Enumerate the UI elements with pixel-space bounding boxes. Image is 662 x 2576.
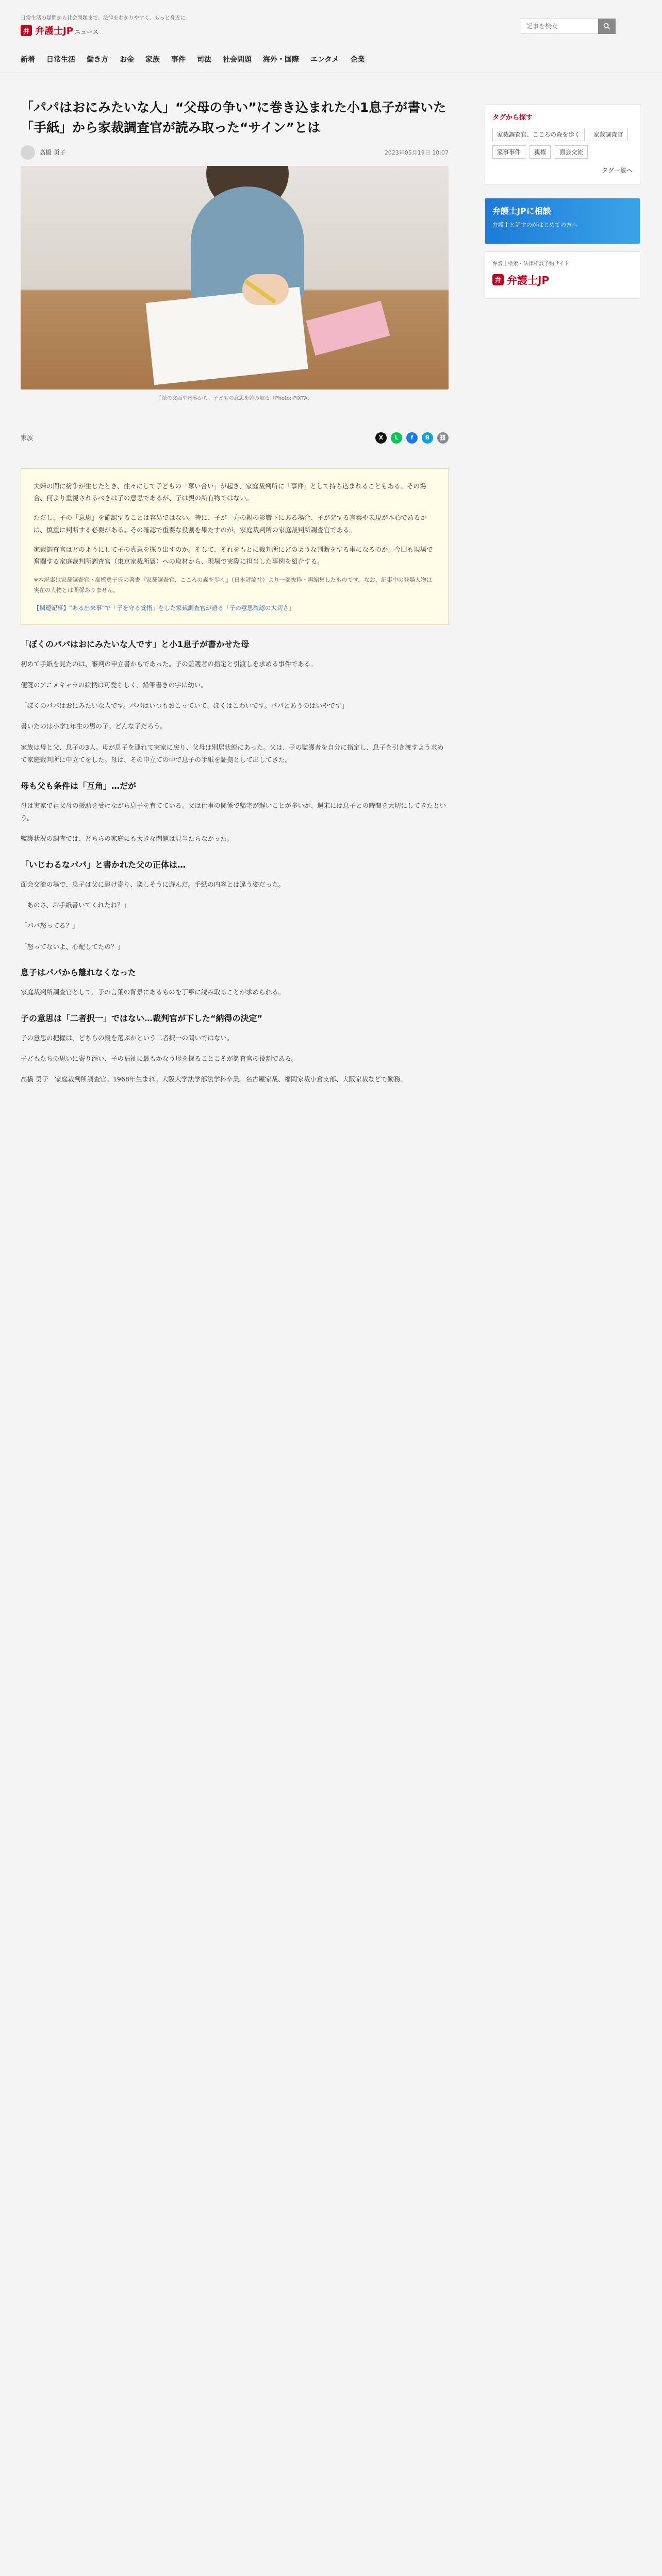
body-para: 母は実家で祖父母の援助を受けながら息子を育てている。父は仕事の関係で帰宅が遅いことが多いが、週末には息子との時間を大切にしてきたという。 bbox=[21, 801, 446, 822]
tag-box bbox=[485, 104, 640, 184]
nav-item[interactable]: 新着 bbox=[21, 55, 35, 64]
author-name: 高橋 勇子 bbox=[39, 149, 66, 156]
publish-date: 2023年05月19日 10:07 bbox=[384, 149, 449, 156]
page-body bbox=[0, 73, 662, 1086]
tag-item[interactable]: 家裁調査官 bbox=[589, 128, 628, 141]
summary-para: 家裁調査官はどのようにして子の真意を探り出すのか。そして、それをもとに裁判所にどのような判断をする事になるのか。今回も現場で奮闘する家庭裁判所調査官（東京家裁所属）への取材から、現場で実際に担当した事例を紹介する。 bbox=[34, 545, 433, 566]
tag-list bbox=[492, 128, 633, 159]
tag-heading: タグから探す bbox=[492, 114, 533, 122]
category-link[interactable]: 家族 bbox=[21, 434, 34, 442]
summary-box bbox=[21, 468, 449, 625]
body-para: 子どもたちの思いに寄り添い、子の福祉に最もかなう形を探ることこそが調査官の役割である。 bbox=[21, 1054, 298, 1062]
line-icon[interactable]: L bbox=[391, 432, 402, 444]
article-byline bbox=[21, 145, 449, 160]
body-para: 便箋のアニメキャラの絵柄は可愛らしく、鉛筆書きの字は幼い。 bbox=[21, 681, 207, 689]
search-button[interactable] bbox=[598, 19, 616, 34]
banner-title: 弁護士JPに相談 bbox=[492, 206, 551, 216]
nav-item[interactable]: 海外・国際 bbox=[263, 55, 299, 64]
author-bio: 高橋 勇子 家庭裁判所調査官。1968年生まれ。大阪大学法学部法学科卒業。名古屋家裁、福岡家裁小倉支部、大阪家裁などで勤務。 bbox=[21, 1075, 407, 1083]
body-para: 「パパ怒ってる？」 bbox=[21, 922, 79, 930]
body-para: 初めて手紙を見たのは、審判の申立書からであった。子の監護者の指定と引渡しを求める事件である。 bbox=[21, 660, 317, 668]
body-para: 監護状況の調査では、どちらの家庭にも大きな問題は見当たらなかった。 bbox=[21, 835, 234, 843]
banner-logo bbox=[492, 272, 633, 287]
tag-item[interactable]: 面会交流 bbox=[555, 145, 588, 159]
author-link[interactable] bbox=[21, 145, 66, 160]
category-nav bbox=[0, 45, 662, 73]
logo-mark-icon: 弁 bbox=[21, 25, 32, 36]
nav-item[interactable]: 司法 bbox=[197, 55, 211, 64]
hatena-icon[interactable]: B bbox=[422, 432, 433, 444]
sidebar bbox=[485, 73, 640, 1086]
article-body bbox=[21, 638, 449, 1086]
nav-item[interactable]: 日常生活 bbox=[46, 55, 75, 64]
search-input[interactable] bbox=[521, 19, 598, 34]
tag-item[interactable]: 家裁調査官、こころの森を歩く bbox=[492, 128, 585, 141]
section-heading: 「ぼくのパパはおにみたいな人です」と小1息子が書かせた母 bbox=[21, 639, 250, 650]
section-heading: 息子はパパから離れなくなった bbox=[21, 968, 137, 978]
photo-pink-paper bbox=[306, 300, 390, 355]
search-icon bbox=[603, 23, 610, 30]
nav-item[interactable]: エンタメ bbox=[310, 55, 339, 64]
share-buttons bbox=[375, 432, 449, 444]
site-header bbox=[0, 0, 662, 45]
search-bar bbox=[521, 19, 616, 34]
nav-item[interactable]: お金 bbox=[120, 55, 134, 64]
nav-item[interactable]: 事件 bbox=[171, 55, 186, 64]
logo-mark-icon: 弁 bbox=[492, 274, 504, 285]
banner-sub: 弁護士と話すのがはじめての方へ bbox=[492, 222, 577, 228]
source-note: ※本記事は家裁調査官・高橋勇子氏の著書『家裁調査官、こころの森を歩く』（日本評論社）より一部抜粋・再編集したものです。なお、記事中の登場人物は実在の人物とは関係ありません。 bbox=[34, 577, 432, 594]
nav-item[interactable]: 家族 bbox=[145, 55, 160, 64]
tag-item[interactable]: 家事事件 bbox=[492, 145, 525, 159]
section-heading: 子の意思は「二者択一」ではない…裁判官が下した“納得の決定” bbox=[21, 1013, 263, 1023]
nav-item[interactable]: 企業 bbox=[350, 55, 365, 64]
avatar bbox=[21, 145, 35, 160]
article-title: 「パパはおにみたいな人」“父母の争い”に巻き込まれた小1息子が書いた「手紙」から家裁調査官が読み取った“サイン”とは bbox=[21, 100, 446, 135]
logo-text: 弁護士JP ニュース bbox=[35, 26, 99, 37]
tag-list-link[interactable]: タグ一覧へ bbox=[601, 167, 633, 174]
nav-item[interactable]: 働き方 bbox=[87, 55, 108, 64]
x-icon[interactable]: X bbox=[375, 432, 387, 444]
lawyer-search-banner[interactable] bbox=[485, 251, 640, 299]
related-link[interactable]: 【関連記事】“ある出来事”で「子を守る覚悟」をした家裁調査官が語る「子の意思確認の大切さ」 bbox=[34, 604, 295, 612]
body-para: 面会交流の場で、息子は父に駆け寄り、楽しそうに遊んだ。手紙の内容とは違う姿だった。 bbox=[21, 880, 285, 888]
photo-paper bbox=[145, 286, 308, 384]
consult-banner[interactable] bbox=[485, 198, 640, 244]
body-para: 子の意思の把握は、どちらの親を選ぶかという二者択一の問いではない。 bbox=[21, 1033, 234, 1042]
link-icon[interactable]: ⛓ bbox=[437, 432, 449, 444]
summary-para: ただし、子の「意思」を確認することは容易ではない。特に、子が一方の親の影響下にある場合、子が発する言葉や表現が本心であるかは、慎重に判断する必要がある。その確認で重要な役割を果たすのが、家庭裁判所の家庭裁判所調査官である。 bbox=[34, 514, 427, 534]
body-para: 「あのさ、お手紙書いてくれたね？」 bbox=[21, 901, 130, 909]
body-para: 書いたのは小学1年生の男の子。どんな子だろう。 bbox=[21, 722, 167, 731]
share-row bbox=[21, 432, 449, 444]
section-heading: 「いじわるなパパ」と書かれた父の正体は… bbox=[21, 859, 186, 870]
body-para: 家族は母と父、息子の3人。母が息子を連れて実家に戻り、父母は別居状態にあった。父は、子の監護者を自分に指定し、息子を引き渡すよう求めて家庭裁判所に申立てをした。母は、その申立ての中で息子の手紙を証拠として出してきた。 bbox=[21, 743, 444, 764]
site-logo[interactable] bbox=[21, 24, 98, 37]
summary-para: 夫婦の間に紛争が生じたとき、往々にして子どもの「奪い合い」が起き、家庭裁判所に「事件」として持ち込まれることもある。その場合、何より重視されるべきは子の意思であるが、子は親の所有物ではない。 bbox=[34, 482, 426, 502]
nav-item[interactable]: 社会問題 bbox=[223, 55, 252, 64]
hero-image bbox=[21, 166, 449, 389]
body-para: 「ぼくのパパはおにみたいな人です。パパはいつもおこっていて、ぼくはこわいです。パパとあうのはいやです」 bbox=[21, 702, 349, 710]
image-caption: 手紙の文面や内容から、子どもの意思を読み取る（Photo: PIXTA） bbox=[156, 395, 313, 401]
body-para: 家庭裁判所調査官として、子の言葉の背景にあるものを丁寧に読み取ることが求められる。 bbox=[21, 988, 285, 996]
banner-sub: 弁護士検索・法律相談予約サイト bbox=[492, 261, 570, 267]
section-heading: 母も父も条件は「互角」…だが bbox=[21, 781, 137, 791]
facebook-icon[interactable]: f bbox=[406, 432, 418, 444]
tag-item[interactable]: 親権 bbox=[529, 145, 551, 159]
banner-logo-text: 弁護士JP bbox=[507, 274, 550, 286]
article-main bbox=[21, 73, 449, 1086]
site-tagline: 日常生活の疑問から社会問題まで、法律をわかりやすく、もっと身近に。 bbox=[21, 15, 191, 21]
photo-child-arm bbox=[242, 274, 289, 305]
body-para: 「怒ってないよ、心配してたの？」 bbox=[21, 942, 124, 951]
